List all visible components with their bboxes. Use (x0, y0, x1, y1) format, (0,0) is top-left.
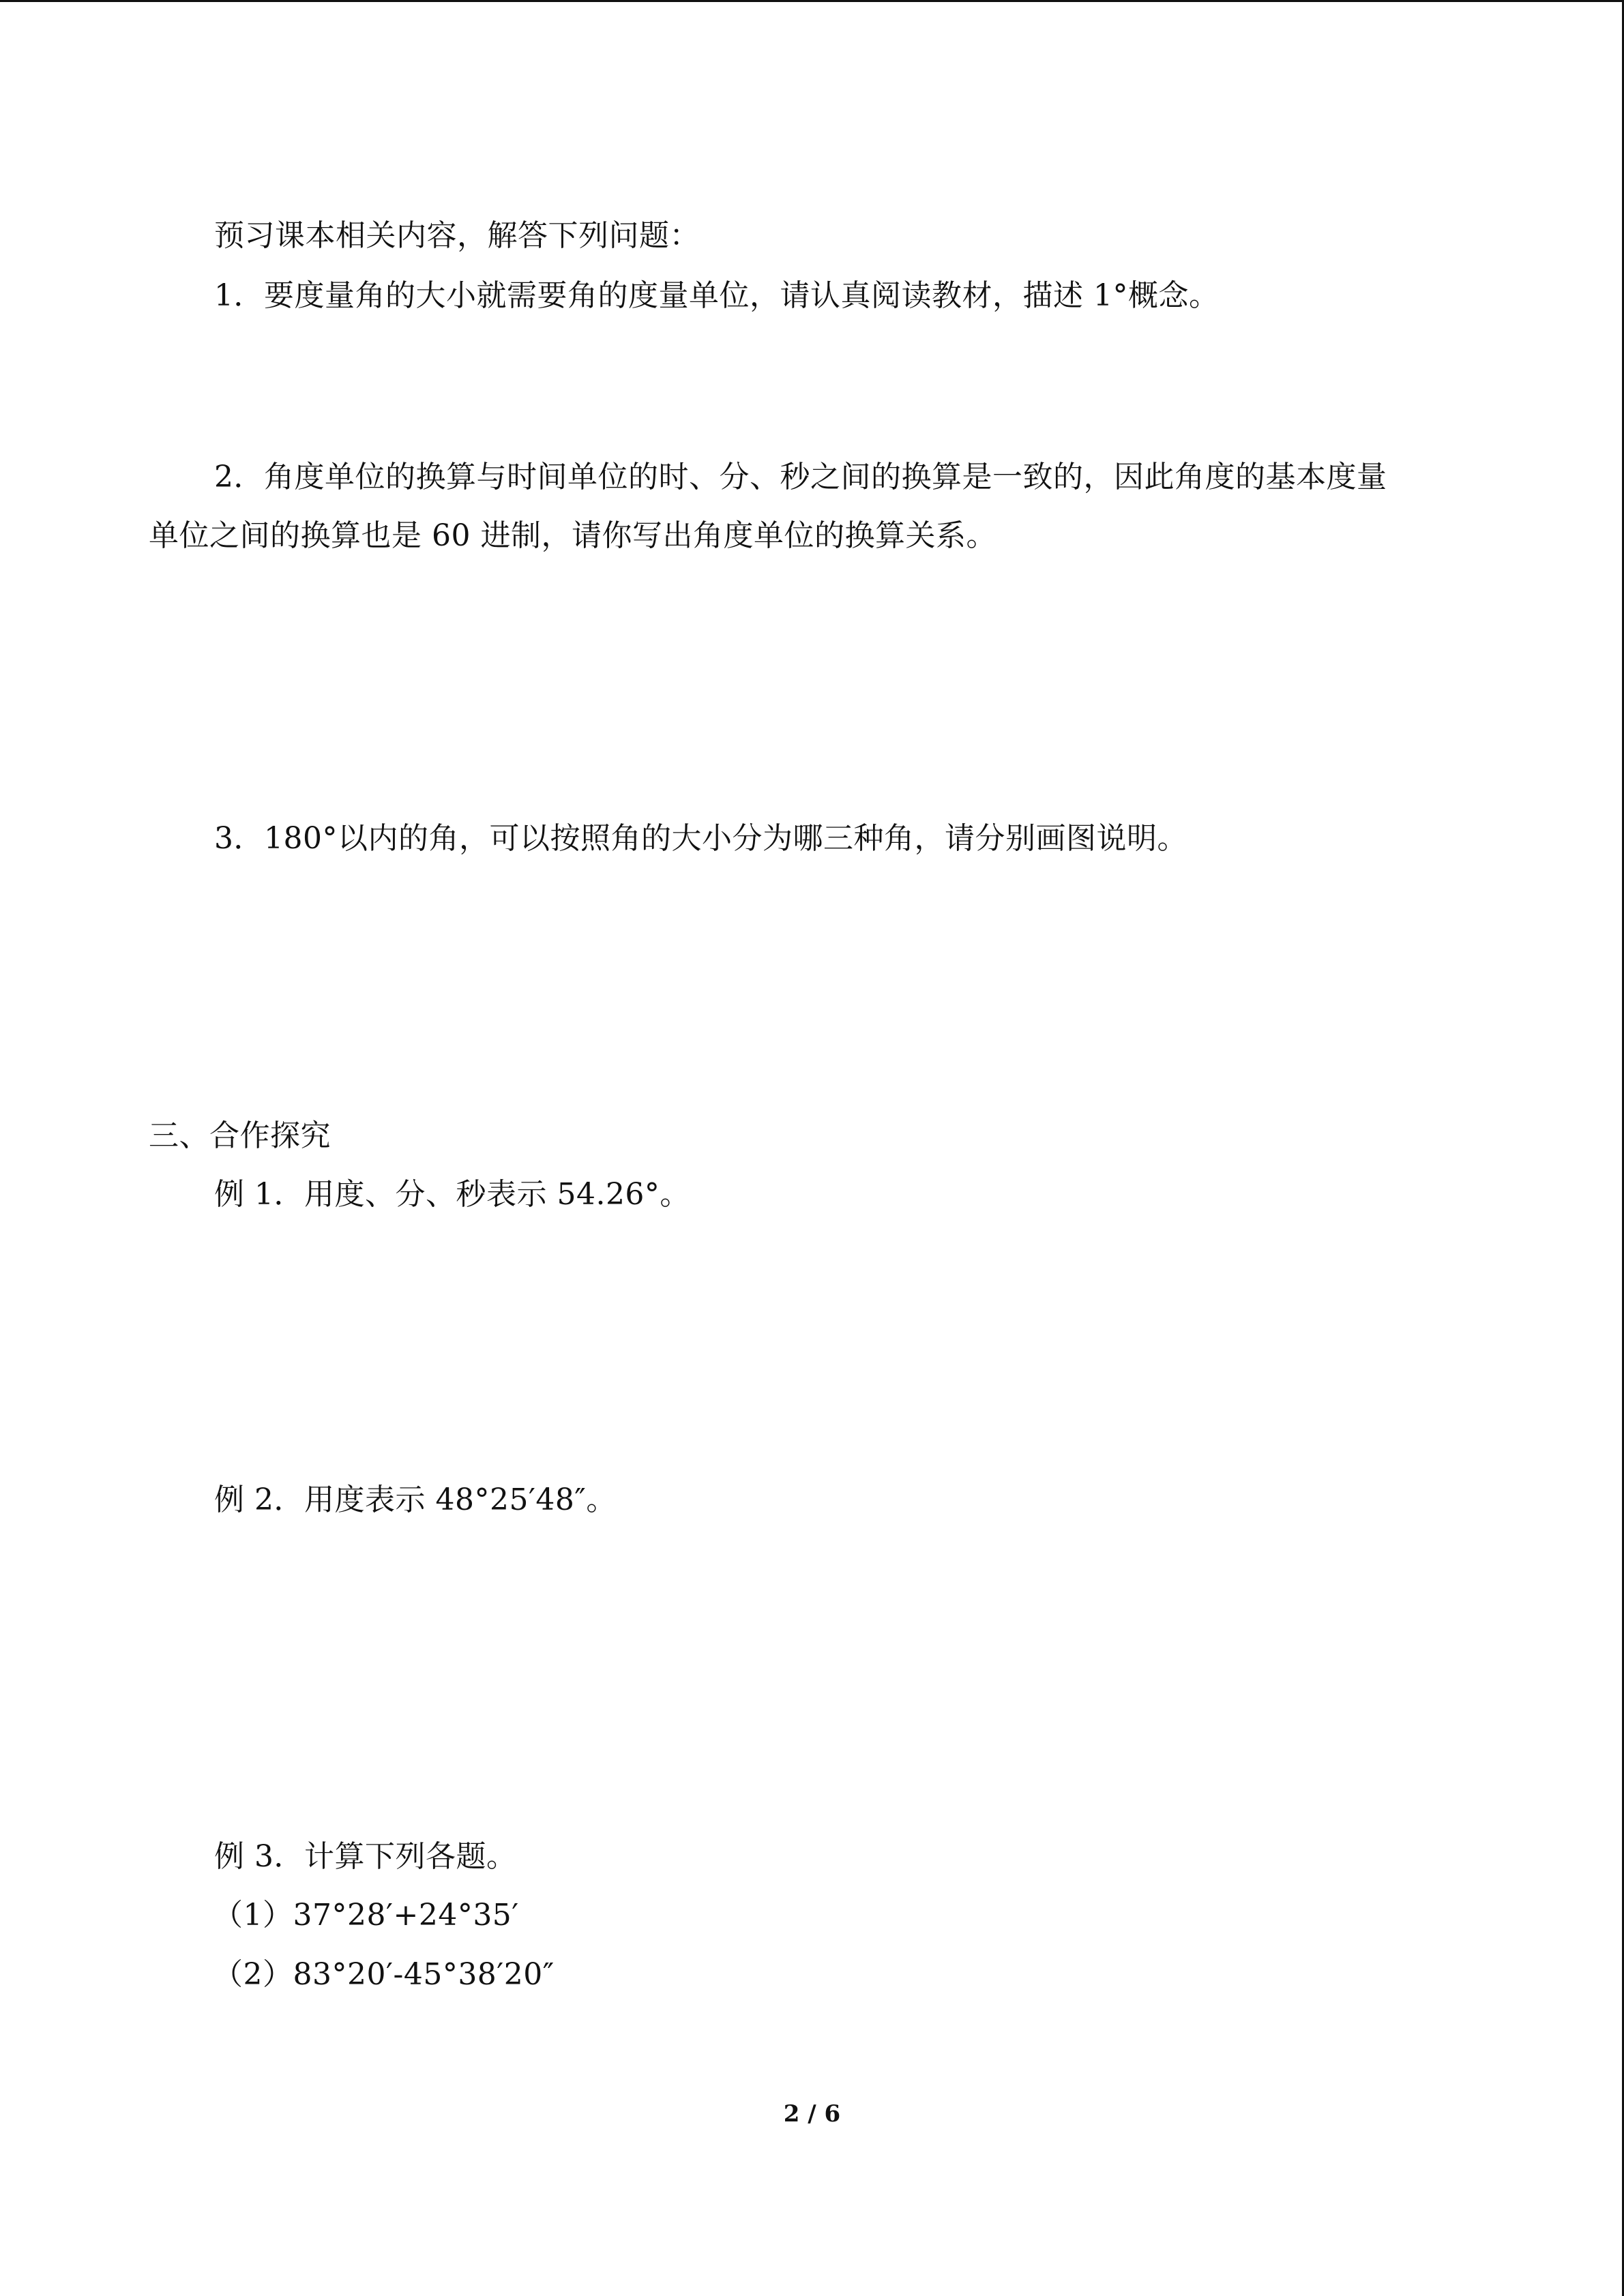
question-2-line-1: 2．角度单位的换算与时间单位的时、分、秒之间的换算是一致的，因此角度的基本度量 (214, 460, 1387, 494)
section-heading: 三、合作探究 (149, 1118, 331, 1153)
example-3-item-2: （2）83°20′-45°38′20″ (213, 1957, 555, 1992)
page-number: 2 / 6 (783, 2100, 841, 2128)
question-1: 1．要度量角的大小就需要角的度量单位，请认真阅读教材，描述 1°概念。 (214, 278, 1220, 313)
question-3: 3．180°以内的角，可以按照角的大小分为哪三种角，请分别画图说明。 (214, 821, 1187, 856)
intro-text: 预习课本相关内容，解答下列问题： (214, 218, 700, 253)
example-2: 例 2．用度表示 48°25′48″。 (214, 1482, 617, 1517)
example-1: 例 1．用度、分、秒表示 54.26°。 (214, 1177, 690, 1212)
example-3-item-1: （1）37°28′+24°35′ (213, 1898, 519, 1933)
example-3: 例 3．计算下列各题。 (214, 1839, 517, 1874)
top-border (0, 0, 1624, 2)
question-2-line-2: 单位之间的换算也是 60 进制，请你写出角度单位的换算关系。 (149, 518, 996, 553)
